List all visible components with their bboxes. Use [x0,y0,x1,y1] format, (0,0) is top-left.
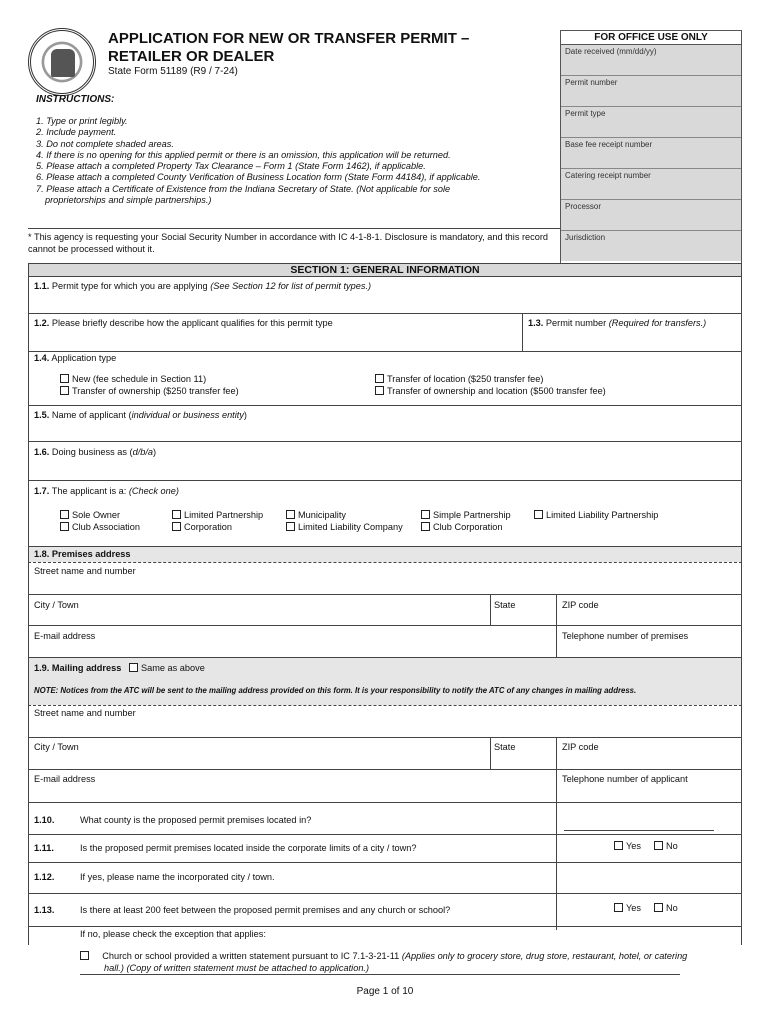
checkbox [654,841,663,850]
q1-12-text: If yes, please name the incorporated city / town. [80,872,275,882]
instruction-item: 1. Type or print legibly. [36,116,128,126]
q1-11-yes[interactable]: Yes [614,841,641,851]
office-processor: Processor [561,200,741,231]
page-number: Page 1 of 10 [356,986,414,997]
instruction-item: 2. Include payment. [36,127,117,138]
office-catering: Catering receipt number [561,169,741,200]
mailing-phone: Telephone number of applicant [562,774,688,784]
option-transfer-ownership[interactable]: Transfer of ownership ($250 transfer fee) [60,386,239,396]
q1-1-label: 1.1. Permit type for which you are applying (See Section 12 for list of permit types.) [34,281,372,291]
q1-6-label: 1.6. Doing business as (d/b/a) [34,447,157,457]
q1-8-title: 1.8. Premises address [34,549,131,559]
office-permit-type: Permit type [561,107,741,138]
ssn-notice: * This agency is requesting your Social Security Number in accordance with IC 4-1-8-1. Disclosure is mandatory, and this record cannot be processed without it. [28,232,549,254]
option-transfer-ownership-location[interactable]: Transfer of ownership and location ($500 transfer fee) [375,386,606,396]
q1-11-no[interactable]: No [654,841,678,851]
q1-13-text: Is there at least 200 feet between the proposed permit premises and any church or school? [80,905,451,915]
premises-email: E-mail address [34,631,96,641]
checkbox [614,903,623,912]
q1-10-num: 1.10. [34,815,55,825]
instructions-heading: INSTRUCTIONS: [36,94,115,105]
instruction-item: 4. If there is no opening for this applied permit or there is an omission, this application will be returned. [36,149,451,160]
option-municipality[interactable]: Municipality [286,510,346,520]
form-title: APPLICATION FOR NEW OR TRANSFER PERMIT – RETAILER OR DEALER [108,30,470,65]
checkbox [534,510,543,519]
checkbox [60,386,69,395]
instruction-item-cont: proprietorships and simple partnerships.) [45,195,212,206]
option-corporation[interactable]: Corporation [172,522,232,532]
option-llc[interactable]: Limited Liability Company [286,522,403,532]
premises-state: State [494,600,516,610]
instruction-item: 6. Please attach a completed County Verification of Business Location form (State Form 44184), if applicable. [36,172,481,183]
q1-13-yes[interactable]: Yes [614,903,641,913]
option-sole-owner[interactable]: Sole Owner [60,510,120,520]
q1-4-label: 1.4. Application type [34,353,117,363]
checkbox [286,510,295,519]
premises-phone: Telephone number of premises [562,631,689,641]
office-jurisdiction: Jurisdiction [561,231,741,261]
option-simple-partnership[interactable]: Simple Partnership [421,510,511,520]
office-date-received: Date received (mm/dd/yy) [561,45,741,76]
option-club-association[interactable]: Club Association [60,522,140,532]
checkbox [614,841,623,850]
mailing-street: Street name and number [34,708,136,718]
instructions-list [36,116,556,206]
checkbox [654,903,663,912]
q1-7-label: 1.7. The applicant is a: (Check one) [34,486,179,496]
county-answer-line[interactable] [564,830,714,831]
instruction-item: 7. Please attach a Certificate of Existence from the Indiana Secretary of State. (Not applicable for sole [36,183,451,194]
q1-3-label: 1.3. Permit number (Required for transfers.) [528,318,707,328]
checkbox [421,522,430,531]
mailing-city: City / Town [34,742,79,752]
instruction-item: 5. Please attach a completed Property Tax Clearance – Form 1 (State Form 1462), if applicable. [36,161,426,172]
option-limited-partnership[interactable]: Limited Partnership [172,510,263,520]
q1-12-num: 1.12. [34,872,55,882]
exception-church-school[interactable]: Church or school provided a written statement pursuant to IC 7.1-3-21-11 (Applies only to grocery store, drug store, restaurant, hotel, or catering [80,951,687,961]
option-transfer-location[interactable]: Transfer of location ($250 transfer fee) [375,374,543,384]
checkbox [60,510,69,519]
checkbox [286,522,295,531]
office-base-fee: Base fee receipt number [561,138,741,169]
exception-label: If no, please check the exception that applies: [80,929,266,939]
q1-5-label: 1.5. Name of applicant (individual or business entity) [34,410,247,420]
q1-13-num: 1.13. [34,905,55,915]
option-llp[interactable]: Limited Liability Partnership [534,510,658,520]
checkbox [172,510,181,519]
checkbox [60,374,69,383]
mailing-email: E-mail address [34,774,96,784]
office-use-heading: FOR OFFICE USE ONLY [561,31,741,45]
premises-street: Street name and number [34,566,136,576]
same-as-above-checkbox[interactable] [129,663,138,672]
q1-11-num: 1.11. [34,843,54,853]
checkbox [172,522,181,531]
instruction-item: 3. Do not complete shaded areas. [36,138,174,149]
checkbox [60,522,69,531]
indiana-state-seal [28,28,96,96]
exception-note: hall.) (Copy of written statement must be attached to application.) [104,963,370,973]
option-new[interactable]: New (fee schedule in Section 11) [60,374,206,384]
q1-10-text: What county is the proposed permit premises located in? [80,815,312,825]
form-number: State Form 51189 (R9 / 7-24) [108,66,238,77]
checkbox [421,510,430,519]
checkbox [375,386,384,395]
mailing-zip: ZIP code [562,742,599,752]
mailing-state: State [494,742,516,752]
office-permit-number: Permit number [561,76,741,107]
mailing-note: NOTE: Notices from the ATC will be sent to the mailing address provided on this form. It is your responsibility to notify the ATC of any changes in mailing address. [34,686,637,695]
q1-2-label: 1.2. Please briefly describe how the applicant qualifies for this permit type [34,318,333,328]
q1-9-title-row: 1.9. Mailing address Same as above [34,663,205,673]
checkbox [80,951,89,960]
checkbox [375,374,384,383]
premises-zip: ZIP code [562,600,599,610]
section1-heading: SECTION 1: GENERAL INFORMATION [28,263,742,277]
office-use-box [560,30,742,264]
option-club-corporation[interactable]: Club Corporation [421,522,502,532]
q1-13-no[interactable]: No [654,903,678,913]
premises-city: City / Town [34,600,79,610]
q1-11-text: Is the proposed permit premises located inside the corporate limits of a city / town? [80,843,417,853]
